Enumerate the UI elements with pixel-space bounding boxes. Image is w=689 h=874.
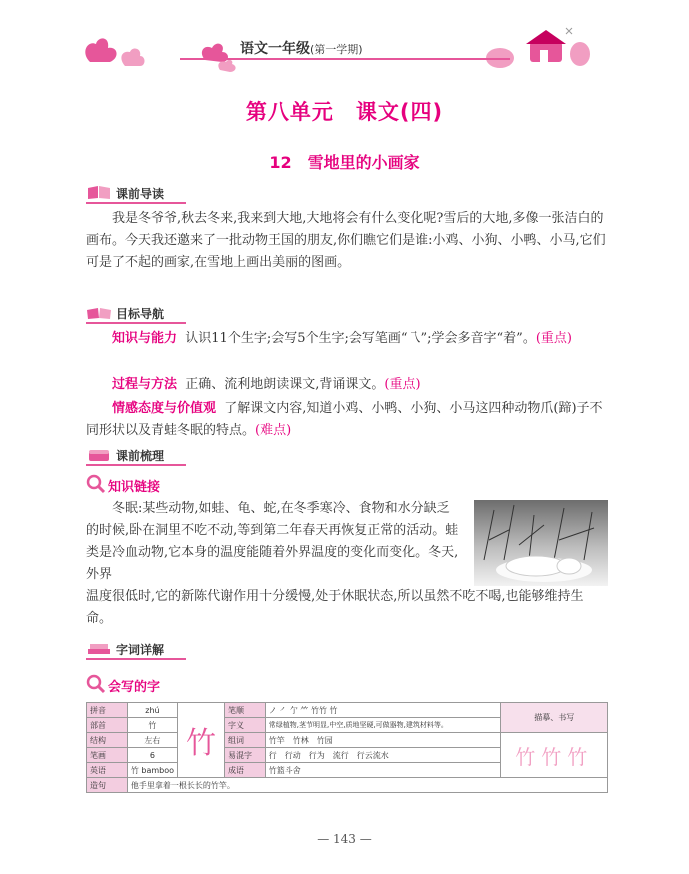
review-heading: 课前梳理 bbox=[116, 449, 165, 463]
unit-title: 第八单元 课文(四) bbox=[245, 100, 444, 124]
words-underline bbox=[86, 658, 186, 660]
knowledge-text-wrap: 冬眠:某些动物,如蛙、龟、蛇,在冬季寒冷、食物和水分缺乏的时候,卧在洞里不吃不动,等到第二年春天再恢复正常的活动。蛙类是冷血动物,它本身的温度能随着外界温度的变化而变化。冬天,外界 bbox=[86, 501, 459, 582]
practice-label: 描摹、书写 bbox=[501, 703, 608, 733]
english-label: 英语 bbox=[87, 763, 128, 778]
meaning-label: 字义 bbox=[224, 718, 265, 733]
words-heading: 字词详解 bbox=[116, 643, 165, 657]
header-title bbox=[240, 38, 363, 58]
structure-label: 结构 bbox=[87, 733, 128, 748]
goals-underline bbox=[86, 322, 186, 324]
confusable-value: 行 行动 行为 流行 行云流水 bbox=[265, 748, 501, 763]
write-heading: 会写的字 bbox=[108, 680, 161, 695]
lesson-title: 12 雪地里的小画家 bbox=[269, 153, 420, 172]
goals-heading: 目标导航 bbox=[116, 307, 165, 321]
trace-characters: 竹竹竹 bbox=[501, 733, 608, 778]
strokes-label: 笔画 bbox=[87, 748, 128, 763]
idiom-value: 竹篮斗舍 bbox=[265, 763, 501, 778]
knowledge-heading-block bbox=[86, 474, 161, 498]
strokes-value: 6 bbox=[127, 748, 177, 763]
books-icon bbox=[86, 640, 112, 656]
goal-item-attitude bbox=[86, 398, 608, 442]
polar-bear-image bbox=[474, 500, 608, 586]
hibernation-photo bbox=[474, 500, 608, 586]
cake-icon bbox=[86, 446, 112, 462]
words-heading-block bbox=[86, 640, 165, 660]
goal-label: 过程与方法 bbox=[112, 377, 178, 392]
compound-label: 组词 bbox=[224, 733, 265, 748]
english-value: 竹 bamboo bbox=[127, 763, 177, 778]
write-heading-block bbox=[86, 674, 161, 698]
review-underline bbox=[86, 464, 186, 466]
radical-label: 部首 bbox=[87, 718, 128, 733]
goal-text: 认识11个生字;会写5个生字;会写笔画“乁”;学会多音字“着”。 bbox=[185, 331, 536, 346]
preview-heading-block bbox=[86, 184, 165, 204]
goal-label: 知识与能力 bbox=[112, 331, 178, 346]
compound-value: 竹竿 竹林 竹园 bbox=[265, 733, 501, 748]
goal-key: (重点) bbox=[384, 377, 421, 392]
char-table-wrap bbox=[86, 702, 608, 793]
char-table bbox=[86, 702, 608, 793]
goal-text: 正确、流利地朗读课文,背诵课文。 bbox=[185, 377, 385, 392]
pinyin-value: zhú bbox=[127, 703, 177, 718]
book-icon bbox=[86, 184, 112, 200]
structure-value: 左右 bbox=[127, 733, 177, 748]
knowledge-heading: 知识链接 bbox=[108, 480, 161, 495]
idiom-label: 成语 bbox=[224, 763, 265, 778]
stroke-order-value: ノ ㇒ 亇 ⺮ 竹竹 竹 bbox=[265, 703, 501, 718]
knowledge-text-full: 温度很低时,它的新陈代谢作用十分缓慢,处于休眠状态,所以虽然不吃不喝,也能够维持生命。 bbox=[86, 589, 584, 626]
big-character: 竹 bbox=[178, 703, 225, 778]
preview-underline bbox=[86, 202, 186, 204]
goal-text: 了解课文内容,知道小鸡、小鸭、小狗、小马这四种动物爪(蹄)子不同形状以及青蛙冬眠的特点。 bbox=[86, 401, 603, 438]
page-number: — 143 — bbox=[317, 832, 372, 846]
sentence-label: 造句 bbox=[87, 778, 128, 793]
open-book-icon bbox=[86, 304, 112, 320]
preview-heading: 课前导读 bbox=[116, 187, 165, 201]
magnifier-icon bbox=[86, 474, 106, 494]
radical-value: 竹 bbox=[127, 718, 177, 733]
goal-key: (重点) bbox=[535, 331, 572, 346]
goal-label: 情感态度与价值观 bbox=[112, 401, 217, 416]
book-title: 语文一年级 bbox=[240, 41, 310, 57]
sentence-value: 他手里拿着一根长长的竹竿。 bbox=[127, 778, 607, 793]
book-term: (第一学期) bbox=[310, 43, 363, 56]
review-heading-block bbox=[86, 446, 165, 466]
goals-heading-block bbox=[86, 304, 165, 324]
goal-item-process bbox=[86, 374, 608, 396]
pinyin-label: 拼音 bbox=[87, 703, 128, 718]
header-rule bbox=[180, 58, 510, 60]
goal-item-knowledge bbox=[86, 328, 608, 350]
magnifier-icon bbox=[86, 674, 106, 694]
goal-key: (难点) bbox=[255, 423, 292, 438]
preview-text: 我是冬爷爷,秋去冬来,我来到大地,大地将会有什么变化呢?雪后的大地,多像一张洁白的画布。今天我还邀来了一批动物王国的朋友,你们瞧它们是谁:小鸡、小狗、小鸭、小马,它们可是了不起的画家,在雪地上画出美丽的图画。 bbox=[86, 211, 606, 270]
confusable-label: 易混字 bbox=[224, 748, 265, 763]
meaning-value: 常绿植物,茎节明显,中空,质地坚硬,可做器物,建筑材料等。 bbox=[265, 718, 501, 733]
stroke-order-label: 笔顺 bbox=[224, 703, 265, 718]
